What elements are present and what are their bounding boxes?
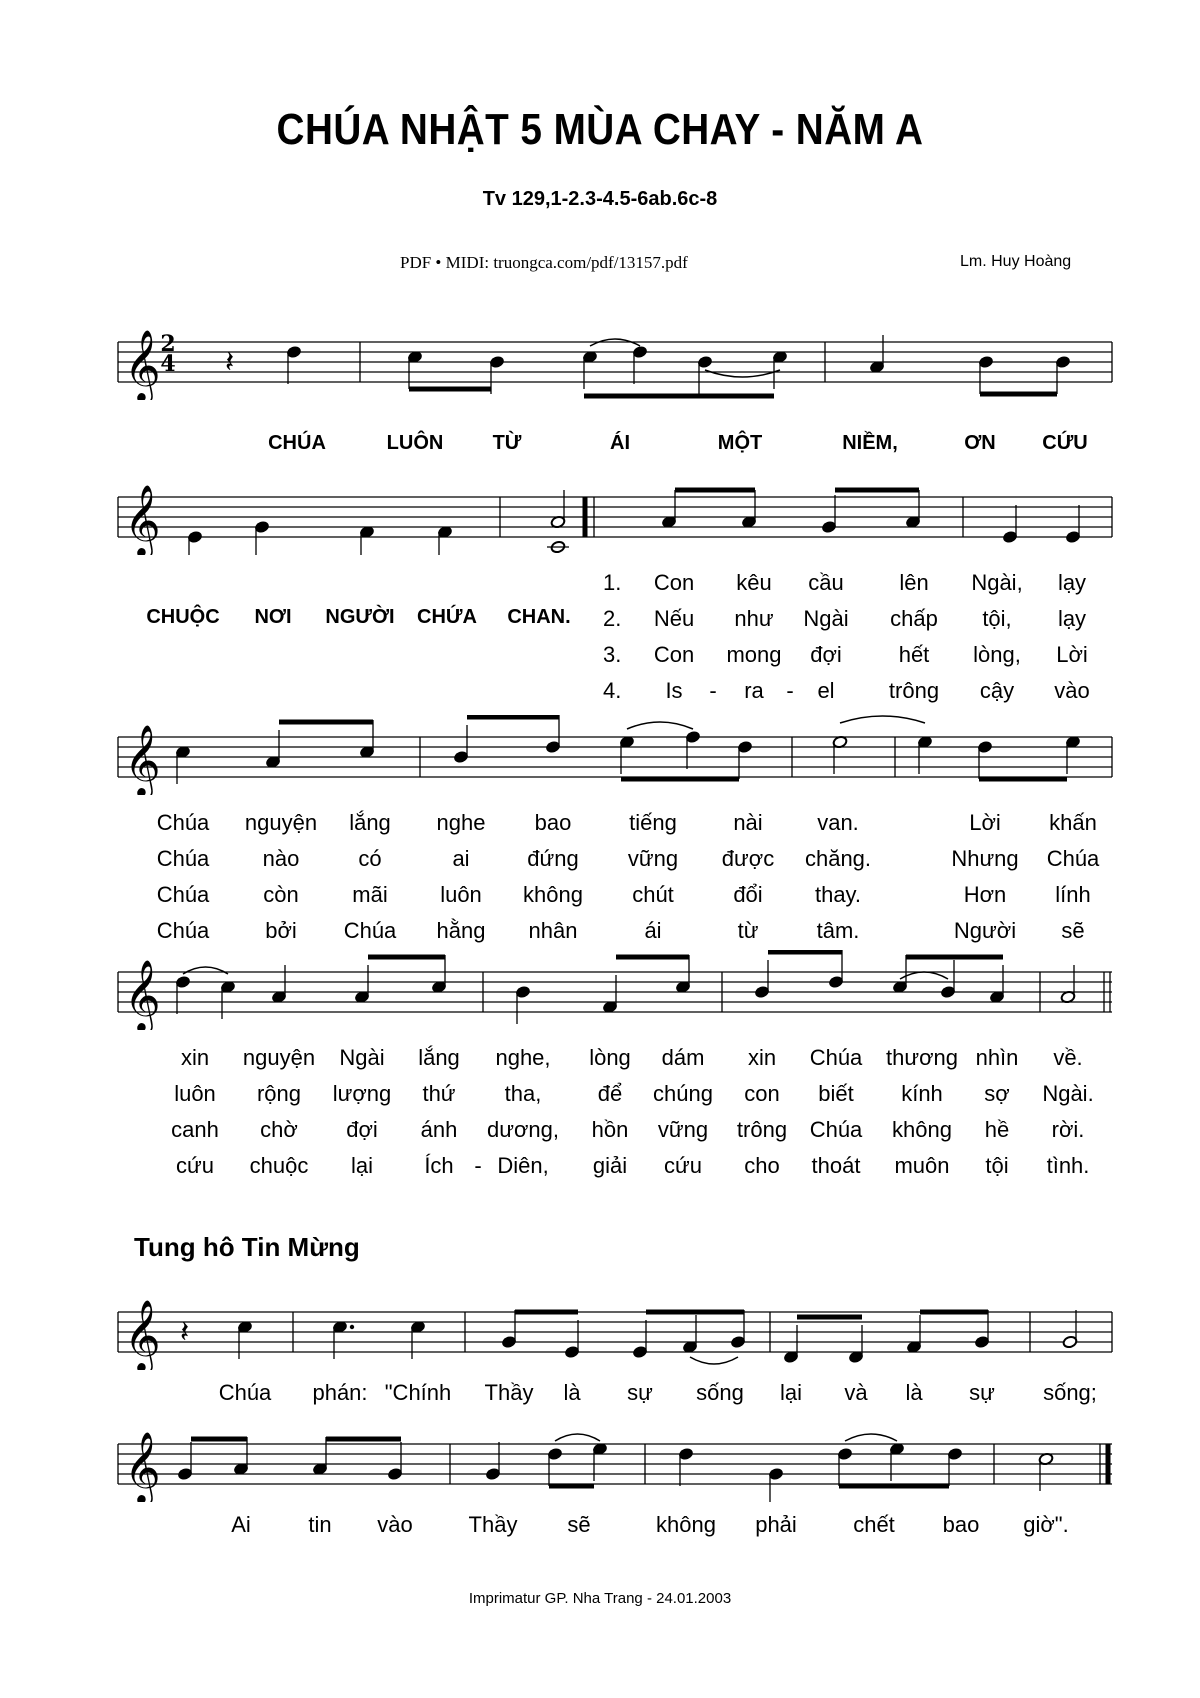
lyric-word: lạy [1057,570,1087,595]
lyric-word: lượng [332,1081,392,1106]
lyric-word: sẽ [1061,918,1085,943]
lyric-word: không [656,1512,716,1537]
lyric-word: tin [308,1512,332,1537]
lyric-word: bao [942,1512,980,1537]
lyric-word: NIỀM, [842,432,898,454]
lyric-word: vững [627,846,679,871]
lyric-word: không [892,1117,952,1142]
note-beam [920,1310,988,1315]
lyric-word: Chúa [156,918,210,943]
lyric-word: sự [969,1380,995,1405]
lyric-word: về. [1053,1045,1083,1070]
verse-c-line-2 [0,1081,1200,1111]
lyric-word: cho [744,1153,780,1178]
staff-system-5 [0,1290,1200,1370]
lyric-word: và [844,1380,868,1405]
tie-slur [183,967,228,974]
lyric-word: Chúa [1046,846,1100,871]
verse-c-line-4 [0,1153,1200,1183]
lyric-word: rộng [256,1081,302,1106]
dot [350,1325,354,1329]
lyric-word: khấn [1049,810,1097,835]
lyric-word: chúng [653,1081,713,1106]
lyric-word: - [786,678,794,703]
lyric-word: - [709,678,717,703]
lyric-word: nài [733,810,763,835]
lyric-word: Nếu [653,606,695,631]
lyric-word: Chúa [218,1380,272,1405]
lyric-word: Is [665,678,683,703]
lyric-word: NƠI [254,606,292,628]
lyric-word: chút [632,882,674,907]
lyric-word: từ [737,918,759,943]
verse-a-line-1 [0,570,1200,600]
lyric-word: Ai [231,1512,251,1537]
treble-clef-icon: 𝄞 [124,958,161,1030]
lyric-word: phải [755,1512,797,1537]
lyric-word: bao [534,810,572,835]
verse-a-line-3 [0,642,1200,672]
lyric-word: sẽ [567,1512,591,1537]
psalm-reference: Tv 129,1-2.3-4.5-6ab.6c-8 [482,188,718,210]
lyric-word: nghe, [495,1045,551,1070]
lyric-word: chấp [890,606,938,631]
lyric-word: nào [262,846,300,871]
lyric-word: CHÚA [268,432,326,454]
lyric-word: lính [1055,882,1091,907]
lyric-word: bởi [265,918,297,943]
lyric-word: xin [747,1045,777,1070]
lyric-word: Ngài [803,606,849,631]
lyric-word: để [597,1081,623,1106]
lyric-word: lại [779,1380,803,1405]
time-signature [160,331,176,377]
lyric-word: LUÔN [386,432,444,454]
lyric-word: như [734,606,774,631]
lyric-word: NGƯỜI [325,606,395,628]
lyric-word: sống; [1043,1380,1097,1405]
source-link[interactable]: PDF • MIDI: truongca.com/pdf/13157.pdf [400,253,688,272]
lyric-word: Lời [969,810,1001,835]
note-beam [980,392,1057,397]
lyric-word: CHAN. [507,606,571,628]
song-title: CHÚA NHẬT 5 MÙA CHAY - NĂM A [276,105,924,154]
tie-slur [555,1434,600,1441]
tie-slur [845,1434,897,1441]
lyric-word: dương, [487,1117,559,1142]
lyric-word: Người [953,918,1017,943]
lyric-word: đợi [810,642,842,667]
lyric-word: ÁI [610,432,630,454]
lyric-word: Thầy [468,1512,518,1537]
lyric-word: ái [644,918,662,943]
lyric-word: giờ". [1023,1512,1069,1537]
lyric-word: trông [736,1117,788,1142]
refrain-lyrics-1 [0,432,1200,462]
lyric-word: muôn [894,1153,950,1178]
lyric-word: biết [818,1081,854,1106]
lyric-word: CHUỘC [146,606,220,628]
lyric-word: el [817,678,835,703]
lyric-word: là [563,1380,581,1405]
lyric-word: Thầy [484,1380,534,1405]
lyric-word: "Chính [384,1380,452,1405]
tie-slur [840,716,925,723]
lyric-word: CỨU [1042,432,1088,454]
quarter-rest-icon: 𝄽 [225,345,235,380]
lyric-word: tiếng [629,810,677,835]
lyric-word: là [905,1380,923,1405]
lyric-word: luôn [174,1081,216,1106]
note-beam [616,955,689,960]
lyric-word: trông [888,678,940,703]
staff-system-2 [0,475,1200,555]
lyric-word: Ngài. [1042,1081,1094,1106]
lyric-word: MỘT [717,432,763,454]
lyric-word: hằng [436,918,486,943]
treble-clef-icon: 𝄞 [124,1298,161,1370]
note-beam [279,720,373,725]
verse-b-line-2 [0,846,1200,876]
tie-slur [690,1357,738,1364]
lyric-word: cứu [176,1153,214,1178]
lyric-word: chăng. [804,846,872,871]
lyric-word: tâm. [816,918,860,943]
composer: Lm. Huy Hoàng [960,253,1072,270]
lyric-word: lắng [418,1045,460,1070]
tie-slur [705,370,780,377]
lyric-word: CHỨA [417,606,477,628]
lyric-word: tha, [504,1081,542,1106]
lyric-word: Ngài, [971,570,1023,595]
lyric-word: ai [452,846,470,871]
lyric-word: nhân [528,918,578,943]
lyric-word: phán: [312,1380,368,1405]
lyric-word: mong [726,642,782,667]
lyric-word: hồn [591,1117,629,1142]
lyric-word: tội [985,1153,1009,1178]
staff-system-4 [0,950,1200,1030]
treble-clef-icon: 𝄞 [124,483,161,555]
note-beam [467,715,559,720]
lyric-word: nguyện [244,810,318,835]
verse-number: 2. [603,606,622,631]
lyric-word: có [358,846,382,871]
lyric-word: Con [653,642,695,667]
lyric-word: thoát [811,1153,861,1178]
lyric-word: vào [377,1512,413,1537]
note-beam [326,1437,401,1442]
lyric-word: con [744,1081,780,1106]
note-beam [621,777,739,782]
staff-system-3 [0,715,1200,795]
lyric-word: chờ [260,1117,298,1142]
time-signature-bottom: 4 [160,351,176,377]
lyric-word: tội, [982,606,1012,631]
note-beam [675,488,755,493]
lyric-word: Ích [424,1153,454,1178]
lyric-word: hết [898,642,930,667]
lyric-word: thứ [422,1081,456,1106]
lyric-word: Diên, [497,1153,549,1178]
lyric-word: vào [1054,678,1090,703]
note-beam [835,488,919,493]
lyric-word: lạy [1057,606,1087,631]
lyric-word: lắng [349,810,391,835]
note-beam [584,394,774,399]
time-signature-top: 2 [160,331,176,357]
lyric-word: lên [899,570,929,595]
lyric-word: Nhưng [951,846,1019,871]
lyric-word: sự [627,1380,653,1405]
tie-slur [627,722,693,729]
lyric-word: Chúa [809,1117,863,1142]
lyric-word: sống [696,1380,744,1405]
lyric-word: ra [744,678,764,703]
lyric-word: ƠN [964,432,996,454]
lyric-word: Chúa [809,1045,863,1070]
lyric-word: nghe [436,810,486,835]
note-beam [979,777,1067,782]
note-beam [797,1315,862,1320]
acclamation-line-1 [0,1380,1200,1410]
lyric-word: Hơn [963,882,1007,907]
verse-b-line-4 [0,918,1200,948]
lyric-word: cậy [979,678,1015,703]
lyric-word: thay. [814,882,862,907]
verse-c-line-1 [0,1045,1200,1075]
lyric-word: giải [592,1153,628,1178]
tie-slur [900,972,948,979]
treble-clef-icon: 𝄞 [124,328,161,400]
lyric-word: sợ [984,1081,1010,1106]
verse-b-line-1 [0,810,1200,840]
lyric-word: TỪ [492,432,522,454]
lyric-word: Lời [1056,642,1088,667]
lyric-word: nhìn [975,1045,1019,1070]
staff-system-6 [0,1422,1200,1502]
section-heading: Tung hô Tin Mừng [134,1232,360,1262]
lyric-word: dám [661,1045,705,1070]
imprimatur: Imprimatur GP. Nha Trang - 24.01.2003 [468,1590,732,1607]
note-beam [549,1484,594,1489]
note-beam [768,950,842,955]
note-beam [839,1484,949,1489]
lyric-word: chết [853,1512,895,1537]
verse-a-line-2 [0,606,1200,636]
lyric-word: ánh [420,1117,458,1142]
lyric-word: xin [180,1045,210,1070]
verse-number: 1. [603,570,622,595]
verse-a-line-4 [0,678,1200,708]
lyric-word: cầu [808,570,844,595]
lyric-word: kêu [736,570,772,595]
verse-b-line-3 [0,882,1200,912]
note-beam [409,387,491,392]
treble-clef-icon: 𝄞 [124,1430,161,1502]
lyric-word: Ngài [339,1045,385,1070]
lyric-word: đổi [733,882,763,907]
treble-clef-icon: 𝄞 [124,723,161,795]
lyric-word: van. [817,810,859,835]
lyric-word: đứng [527,846,579,871]
staff-system-1 [0,320,1200,400]
lyric-word: được [721,846,775,871]
quarter-rest-icon: 𝄽 [180,1315,190,1350]
lyric-word: mãi [352,882,388,907]
verse-number: 3. [603,642,622,667]
lyric-word: hề [984,1117,1010,1142]
lyric-word: cứu [664,1153,702,1178]
acclamation-line-2 [0,1512,1200,1542]
lyric-word: Chúa [156,810,210,835]
lyric-word: rời. [1051,1117,1085,1142]
lyric-word: lòng, [973,642,1021,667]
lyric-word: kính [901,1081,943,1106]
lyric-word: Chúa [156,882,210,907]
lyric-word: nguyện [242,1045,316,1070]
lyric-word: thương [886,1045,958,1070]
verse-c-line-3 [0,1117,1200,1147]
lyric-word: luôn [440,882,482,907]
lyric-word: Chúa [343,918,397,943]
verse-number: 4. [603,678,622,703]
lyric-word: chuộc [249,1153,309,1178]
lyric-word: - [474,1153,482,1178]
note-beam [368,955,445,960]
lyric-word: vững [657,1117,709,1142]
lyric-word: tình. [1046,1153,1090,1178]
note-beam [906,955,1003,960]
note-beam [646,1310,744,1315]
lyric-word: lòng [589,1045,631,1070]
lyric-word: Con [653,570,695,595]
lyric-word: Chúa [156,846,210,871]
lyric-word: còn [263,882,299,907]
note-beam [191,1437,247,1442]
lyric-word: canh [171,1117,219,1142]
note-beam [515,1310,578,1315]
lyric-word: lại [350,1153,374,1178]
lyric-word: đợi [346,1117,378,1142]
lyric-word: không [523,882,583,907]
